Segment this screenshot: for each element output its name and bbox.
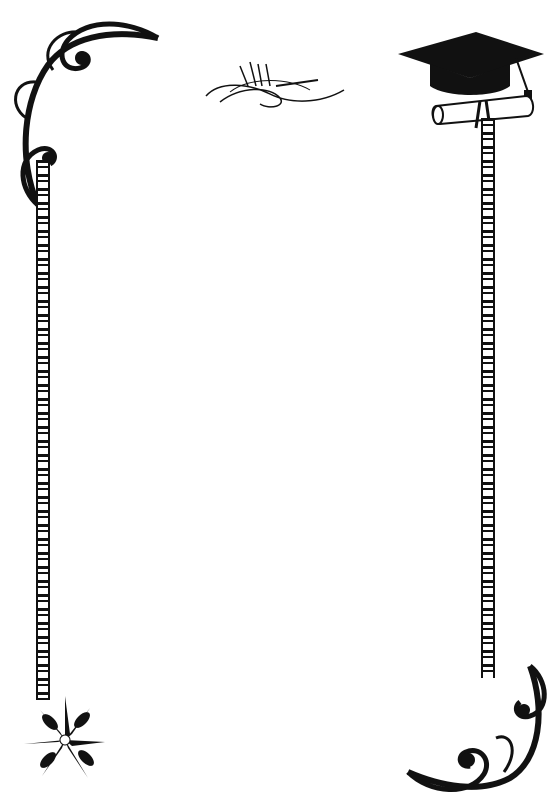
- right-decorative-border: [481, 118, 495, 678]
- graduation-cap-icon: [396, 24, 546, 134]
- corner-scroll-bottom-right-icon: [400, 660, 550, 800]
- left-decorative-border: [36, 160, 50, 700]
- signature-flourish-icon: [200, 56, 350, 114]
- bottom-fleur-border: [80, 727, 410, 753]
- dedication-text: [62, 126, 472, 212]
